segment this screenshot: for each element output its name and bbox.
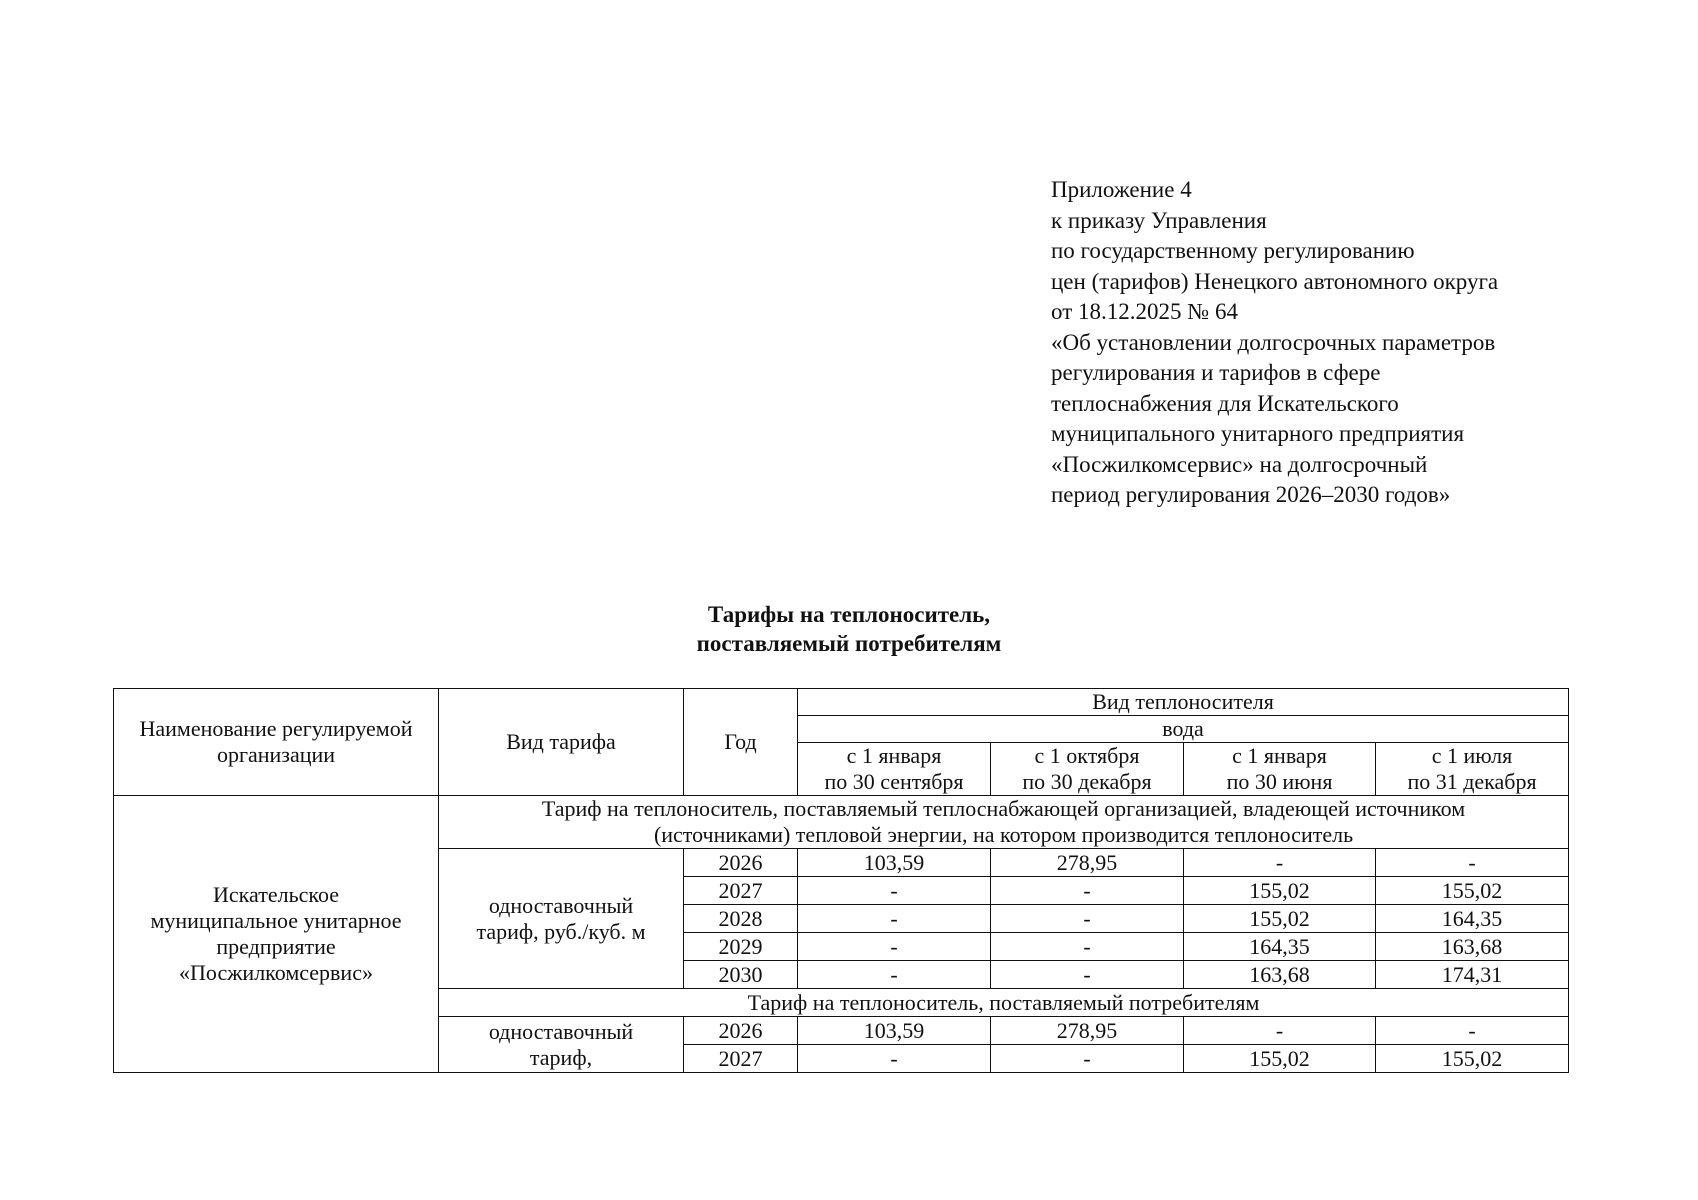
cell-year: 2026 [684,849,798,877]
header-period-2: с 1 октября по 30 декабря [991,743,1184,796]
cell-value: 103,59 [798,1017,991,1045]
header-org: Наименование регулируемой организации [114,689,439,796]
document-title [0,600,1698,658]
cell-year: 2027 [684,877,798,905]
appendix-line: по государственному регулированию [1051,238,1415,263]
cell-year: 2026 [684,1017,798,1045]
section-1-title: Тариф на теплоноситель, поставляемый теплоснабжающей организацией, владеющей источником (источниками) тепловой энергии, на котором производится теплоноситель [439,796,1569,849]
cell-value: 155,02 [1184,1045,1376,1073]
header-carrier: вода [798,716,1569,743]
section-2-title: Тариф на теплоноситель, поставляемый потребителям [439,989,1569,1017]
appendix-line: муниципального унитарного предприятия [1051,421,1465,446]
cell-value: 155,02 [1376,1045,1569,1073]
title-line-1: Тарифы на теплоноситель, [707,602,991,627]
appendix-line: «Посжилкомсервис» на долгосрочный [1051,451,1428,477]
appendix-block [1051,175,1651,511]
cell-value: 174,31 [1376,961,1569,989]
cell-value: - [991,1045,1184,1073]
header-period-4: с 1 июля по 31 декабря [1376,743,1569,796]
header-period-1: с 1 января по 30 сентября [798,743,991,796]
cell-value: 164,35 [1376,905,1569,933]
cell-value: - [991,933,1184,961]
cell-value: 163,68 [1184,961,1376,989]
cell-value: - [1376,849,1569,877]
cell-value: - [1184,849,1376,877]
cell-value: 103,59 [798,849,991,877]
cell-value: - [798,877,991,905]
section-2-tariff-type: одноставочный тариф, [439,1017,684,1073]
cell-value: - [798,905,991,933]
section-1-tariff-type: одноставочный тариф, руб./куб. м [439,849,684,989]
header-period-3: с 1 января по 30 июня [1184,743,1376,796]
cell-value: - [1184,1017,1376,1045]
cell-value: - [991,905,1184,933]
organization-name: Искательское муниципальное унитарное предприятие «Посжилкомсервис» [114,796,439,1073]
cell-year: 2028 [684,905,798,933]
cell-value: - [991,961,1184,989]
appendix-line: Приложение 4 [1051,177,1192,202]
cell-value: - [798,1045,991,1073]
header-carrier-type: Вид теплоносителя [798,689,1569,716]
appendix-line: теплоснабжения для Искательского [1051,390,1399,416]
appendix-line: к приказу Управления [1051,207,1267,233]
cell-value: 155,02 [1184,905,1376,933]
appendix-line: период регулирования 2026–2030 годов» [1051,482,1451,507]
appendix-line: от 18.12.2025 № 64 [1051,299,1238,324]
appendix-line: регулирования и тарифов в сфере [1051,360,1381,385]
header-year: Год [684,689,798,796]
cell-year: 2027 [684,1045,798,1073]
title-line-2: поставляемый потребителям [696,631,1002,656]
cell-value: - [991,877,1184,905]
appendix-line: цен (тарифов) Ненецкого автономного округа [1051,268,1499,294]
appendix-line: «Об установлении долгосрочных параметров [1051,329,1496,355]
cell-value: 155,02 [1376,877,1569,905]
tariff-table [113,688,1569,1073]
cell-value: - [798,961,991,989]
cell-year: 2030 [684,961,798,989]
cell-value: 164,35 [1184,933,1376,961]
cell-value: 155,02 [1184,877,1376,905]
cell-value: - [1376,1017,1569,1045]
cell-value: - [798,933,991,961]
cell-value: 278,95 [991,1017,1184,1045]
header-tariff-type: Вид тарифа [439,689,684,796]
cell-value: 278,95 [991,849,1184,877]
cell-value: 163,68 [1376,933,1569,961]
cell-year: 2029 [684,933,798,961]
